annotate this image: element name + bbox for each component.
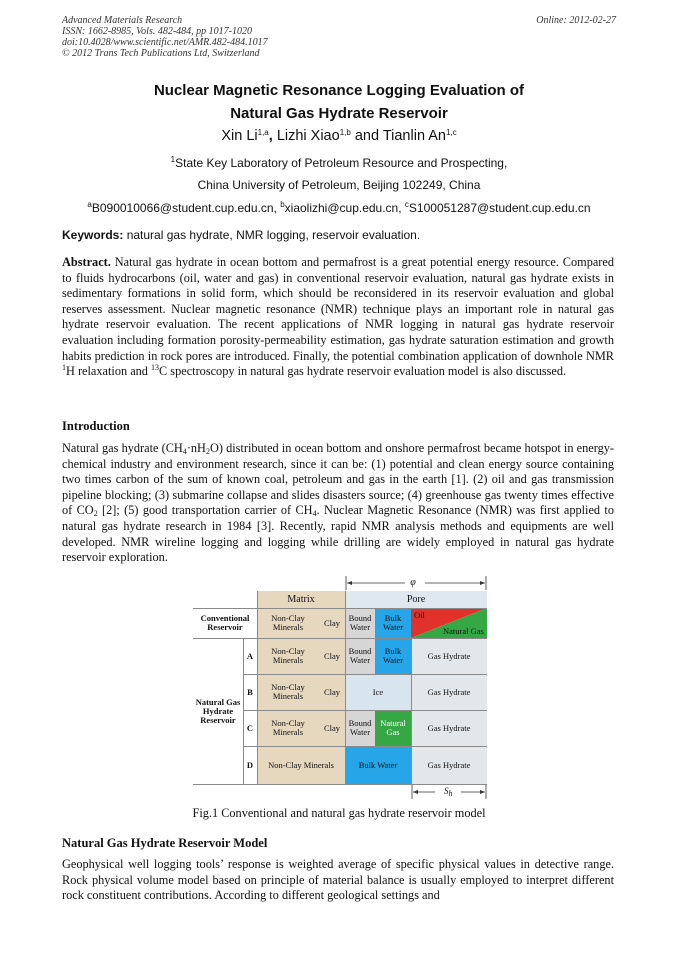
natural-gas-label: Natural Gas [443,626,484,636]
section-2-heading: Natural Gas Hydrate Reservoir Model [62,836,268,850]
author-list: Xin Li$^{1,a}$, Lizhi Xiao$^{1,b}$ and Tianlin An$^{1,c}$ [221,128,457,144]
conv-non-clay: Non-Clay Minerals [257,608,319,638]
c-non-clay: Non-Clay Minerals [257,710,319,746]
journal-name: Advanced Materials Research [62,15,183,26]
journal-issn: ISSN: 1662-8985, Vols. 482-484, pp 1017-1020 [62,26,252,37]
title-line-2: Natural Gas Hydrate Reservoir [230,105,448,122]
b-non-clay: Non-Clay Minerals [257,674,319,710]
natural-gas-hydrate-reservoir-label: Natural Gas Hydrate Reservoir [193,638,243,784]
affiliation-line-2: China University of Petroleum, Beijing 102249, China [197,178,481,192]
d-bulk-water: Bulk Water [345,746,411,784]
b-clay: Clay [319,674,345,710]
email-c[interactable]: S100051287@student.cup.edu.cn [408,201,591,215]
pore-header: Pore [345,591,487,608]
affiliation-line-1: $^1$State Key Laboratory of Petroleum Resource and Prospecting, [170,155,508,170]
row-c-label: C [243,710,257,746]
c-clay: Clay [319,710,345,746]
c-bound-water: Bound Water [345,710,375,746]
section-2-paragraph: Geophysical well logging tools’ response is weighted average of specific physical values in detective range. Rock physical volume model based on principle of material balance is usually employed to interpret different rock constituent contributions. According to different geological settings and [62,857,614,903]
phi-label: φ [410,576,416,588]
a-bulk-water: Bulk Water [375,638,411,674]
email-a[interactable]: B090010066@student.cup.edu.cn, [91,201,277,215]
a-bound-water: Bound Water [345,638,375,674]
matrix-header: Matrix [257,591,345,608]
c-natural-gas: Natural Gas [375,710,411,746]
abstract: Abstract. Natural gas hydrate in ocean bottom and permafrost is a great potential energy resource. Compared to fluids hydrocarbons (oil, water and gas) in conventional reservoir evaluation, natural gas hydrate exists in sedimentary formations in solid form, which should be reconsidered in its reservoir evaluation and global reserves assessment. Nuclear magnetic resonance (NMR) technique plays an important role in natural gas hydrate reservoir evaluation. The recent applications of NMR logging in natural gas hydrate reservoir evaluation including formation porosity-permeability estimation, gas hydrate saturation estimation and growth habits prediction in rock pores are introduced. Finally, the potential combination application of downhole NMR $^1$H relaxation and $^{13}$C spectroscopy in natural gas hydrate reservoir evaluation model is also discussed. [62,255,614,379]
introduction-paragraph: Natural gas hydrate $(CH_4\cdot nH_2O)$ distributed in ocean bottom and onshore permafrost became hotspot in energy-chemical industry and environment research, since it can be: (1) potential and clean energy source containing two times carbon of the sum of known coal, petroleum and gas in the earth [1]. (2) oil and gas transmission pipeline blocking; (3) submarine collapse and slides disasters source; (4) greenhouse gas twenty times effective of $CO_2$ [2]; (5) good transportation carrier of $CH_4$. Nuclear Magnetic Resonance (NMR) was first applied to natural gas hydrate research in 1984 [3]. Recently, rapid NMR analysis methods and equipments are well developed. NMR wireline logging and logging while drilling are widely employed in natural gas hydrate reservoir exploration. [62,441,614,565]
row-d-label: D [243,746,257,784]
title-line-1: Nuclear Magnetic Resonance Logging Evaluation of [153,82,525,99]
a-non-clay: Non-Clay Minerals [257,638,319,674]
conv-bound-water: Bound Water [345,608,375,638]
a-clay: Clay [319,638,345,674]
introduction-heading: Introduction [62,419,130,433]
sh-label: $S_h$ [444,786,453,798]
reservoir-model-figure [193,574,487,800]
author-emails: $^a$B090010066@student.cup.edu.cn, $^b$xiaolizhi@cup.edu.cn, $^c$S100051287@student.cup.edu.cn [87,200,591,215]
row-a-label: A [243,638,257,674]
author-1: Xin Li [221,128,258,144]
journal-copyright: © 2012 Trans Tech Publications Ltd, Switzerland [62,48,260,59]
b-gas-hydrate: Gas Hydrate [411,674,487,710]
keywords-label: Keywords: [62,228,124,242]
email-b[interactable]: xiaolizhi@cup.edu.cn, [284,201,402,215]
keywords [62,228,420,242]
d-gas-hydrate: Gas Hydrate [411,746,487,784]
online-date: Online: 2012-02-27 [536,15,616,26]
journal-doi: doi:10.4028/www.scientific.net/AMR.482-484.1017 [62,37,268,48]
c-gas-hydrate: Gas Hydrate [411,710,487,746]
oil-label: Oil [414,610,425,620]
abstract-label: Abstract. [62,255,111,269]
row-b-label: B [243,674,257,710]
corner-cell [193,591,257,608]
figure-caption: Fig.1 Conventional and natural gas hydrate reservoir model [192,806,486,820]
conv-bulk-water: Bulk Water [375,608,411,638]
journal-header [62,15,268,59]
conv-clay: Clay [319,608,345,638]
keywords-text: natural gas hydrate, NMR logging, reservoir evaluation. [126,228,421,242]
a-gas-hydrate: Gas Hydrate [411,638,487,674]
author-3: Tianlin An [382,128,446,144]
conventional-reservoir-label: Conventional Reservoir [193,608,257,638]
b-ice: Ice [345,674,411,710]
author-2: Lizhi Xiao [276,128,340,144]
d-non-clay: Non-Clay Minerals [257,746,345,784]
